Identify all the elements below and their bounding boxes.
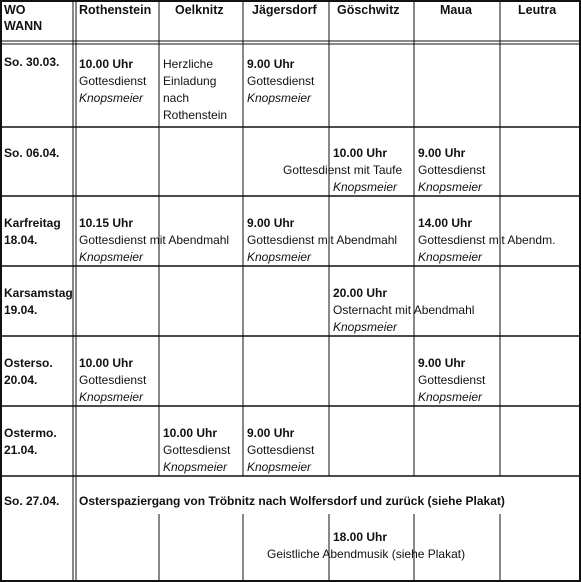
event-title: Gottesdienst: [418, 373, 486, 387]
invitation-line: Herzliche: [163, 57, 214, 71]
event-title: Gottesdienst mit Abendmahl: [247, 233, 398, 247]
row-date: So. 27.04.: [4, 494, 60, 508]
event-title: Gottesdienst mit Abendmahl: [79, 233, 230, 247]
event-title: Geistliche Abendmusik (siehe Plakat): [267, 547, 466, 561]
event-time: 9.00 Uhr: [247, 216, 295, 230]
event-time: 14.00 Uhr: [418, 216, 473, 230]
event-person: Knopsmeier: [79, 91, 144, 105]
header-corner-wann: WANN: [4, 19, 43, 33]
row-date: So. 06.04.: [4, 146, 60, 160]
event-time: 18.00 Uhr: [333, 530, 388, 544]
row-date: 21.04.: [4, 443, 38, 457]
row-date: 18.04.: [4, 233, 38, 247]
event-title: Gottesdienst: [79, 74, 147, 88]
event-title: Gottesdienst mit Taufe: [283, 163, 403, 177]
event-time: 9.00 Uhr: [418, 146, 466, 160]
event-person: Knopsmeier: [247, 460, 312, 474]
row-date: So. 30.03.: [4, 55, 60, 69]
event-person: Knopsmeier: [418, 390, 483, 404]
header-corner-wo: WO: [4, 3, 26, 17]
row-date: Ostermo.: [4, 426, 57, 440]
event-person: Knopsmeier: [79, 390, 144, 404]
event-title: Gottesdienst: [79, 373, 147, 387]
event-person: Knopsmeier: [247, 91, 312, 105]
event-title: Gottesdienst: [418, 163, 486, 177]
easter-walk-note: Osterspaziergang von Tröbnitz nach Wolfersdorf und zurück (siehe Plakat): [79, 494, 505, 508]
event-title: Gottesdienst: [247, 74, 315, 88]
event-title: Osternacht mit Abendmahl: [333, 303, 475, 317]
event-title: Gottesdienst mit Abendm.: [418, 233, 556, 247]
invitation-line: Rothenstein: [163, 108, 228, 122]
row-date: Karfreitag: [4, 216, 61, 230]
event-time: 9.00 Uhr: [247, 426, 295, 440]
event-person: Knopsmeier: [333, 180, 398, 194]
row-date: Osterso.: [4, 356, 53, 370]
invitation-line: Einladung: [163, 74, 217, 88]
column-header-jaegersdorf: Jägersdorf: [252, 3, 317, 17]
column-header-maua: Maua: [440, 3, 472, 17]
event-time: 10.00 Uhr: [163, 426, 218, 440]
invitation-line: nach: [163, 91, 190, 105]
column-header-oelknitz: Oelknitz: [175, 3, 224, 17]
event-time: 9.00 Uhr: [418, 356, 466, 370]
event-person: Knopsmeier: [418, 180, 483, 194]
event-time: 9.00 Uhr: [247, 57, 295, 71]
event-person: Knopsmeier: [247, 250, 312, 264]
row-date: 19.04.: [4, 303, 38, 317]
row-date: Karsamstag: [4, 286, 73, 300]
column-header-leutra: Leutra: [518, 3, 557, 17]
event-time: 10.00 Uhr: [79, 356, 134, 370]
column-header-rothenstein: Rothenstein: [79, 3, 152, 17]
event-time: 10.15 Uhr: [79, 216, 134, 230]
event-title: Gottesdienst: [247, 443, 315, 457]
event-person: Knopsmeier: [79, 250, 144, 264]
event-person: Knopsmeier: [333, 320, 398, 334]
event-person: Knopsmeier: [418, 250, 483, 264]
row-date: 20.04.: [4, 373, 38, 387]
event-time: 10.00 Uhr: [79, 57, 134, 71]
column-header-goeschwitz: Göschwitz: [337, 3, 400, 17]
event-time: 20.00 Uhr: [333, 286, 388, 300]
event-person: Knopsmeier: [163, 460, 228, 474]
event-title: Gottesdienst: [163, 443, 231, 457]
event-time: 10.00 Uhr: [333, 146, 388, 160]
